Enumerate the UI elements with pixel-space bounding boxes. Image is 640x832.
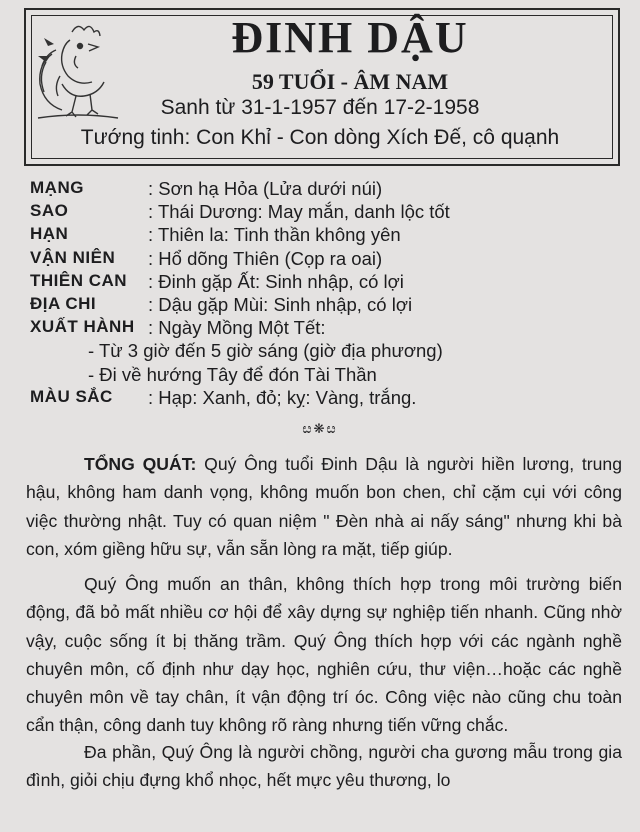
paragraph-overview bbox=[26, 450, 622, 563]
field-value: : Hổ dõng Thiên (Cọp ra oai) bbox=[148, 247, 383, 269]
field-mau-sac bbox=[30, 387, 630, 410]
field-label: VẬN NIÊN bbox=[30, 247, 116, 267]
career-text: Quý Ông muốn an thân, không thích hợp trong môi trường biến động, đã bỏ mất nhiều cơ hội để xây dựng sự nghiệp tiến nhanh. Cũng nhờ vậy, cuộc sống ít bị thăng trầm. Quý Ông thích hợp với các ngành nghề chuyên môn, cố định như dạy học, nghiên cứu, thư viện…hoặc các nghề chuyên môn về tay chân, ít vận động trí óc. Công việc nào cũng chu toàn cẩn thận, công danh tuy không rõ ràng nhưng tiến vững chắc. bbox=[26, 574, 622, 736]
birth-range: Sanh từ 31-1-1957 đến 17-2-1958 bbox=[160, 96, 480, 119]
field-han bbox=[30, 224, 630, 247]
field-value: : Sơn hạ Hỏa (Lửa dưới núi) bbox=[148, 178, 383, 199]
field-label: XUẤT HÀNH bbox=[30, 317, 135, 337]
paragraph-family bbox=[26, 738, 622, 795]
horoscope-fields bbox=[30, 178, 630, 410]
field-label: ĐỊA CHI bbox=[30, 293, 97, 313]
field-value: : Thiên la: Tinh thần không yên bbox=[148, 224, 401, 246]
page-title: ĐINH DẬU bbox=[231, 13, 469, 62]
field-label: MẠNG bbox=[30, 178, 84, 197]
field-value: : Dậu gặp Mùi: Sinh nhập, có lợi bbox=[148, 293, 413, 315]
field-xuat-hanh bbox=[30, 317, 630, 340]
overview-text: Quý Ông tuổi Đinh Dậu là người hiền lương, trung hậu, không ham danh vọng, không muốn bon chen, chỉ cặm cụi với công việc thường nhật. Tuy có quan niệm " Đèn nhà ai nấy sáng" nhưng khi bà con, xóm giềng hữu sự, vẫn sẵn lòng ra mặt, tiếp giúp. bbox=[26, 454, 622, 559]
field-thien-can bbox=[30, 271, 630, 294]
travel-note bbox=[30, 364, 630, 387]
field-value: : Ngày Mồng Một Tết: bbox=[148, 317, 326, 339]
guardian-star: Tướng tinh: Con Khỉ - Con dòng Xích Đế, cô quạnh bbox=[80, 126, 560, 149]
field-value: : Đinh gặp Ất: Sinh nhập, có lợi bbox=[148, 270, 404, 292]
field-value: : Thái Dương: May mắn, danh lộc tốt bbox=[148, 201, 450, 223]
travel-note-text: - Đi về hướng Tây để đón Tài Thần bbox=[88, 363, 377, 385]
field-dia-chi bbox=[30, 294, 630, 317]
travel-note bbox=[30, 340, 630, 363]
field-label: THIÊN CAN bbox=[30, 270, 128, 290]
field-mang bbox=[30, 178, 630, 201]
ornament-divider: ೞ❋ೞ bbox=[302, 420, 338, 436]
family-text: Đa phần, Quý Ông là người chồng, người cha gương mẫu trong gia đình, giỏi chịu đựng khổ nhọc, hết mực yêu thương, lo bbox=[26, 742, 622, 791]
field-sao bbox=[30, 201, 630, 224]
field-van-nien bbox=[30, 248, 630, 271]
age-subtitle: 59 TUỔI - ÂM NAM bbox=[251, 69, 449, 94]
overview-heading: TỔNG QUÁT: bbox=[84, 454, 197, 474]
field-label: MÀU SẮC bbox=[30, 386, 113, 406]
travel-note-text: - Từ 3 giờ đến 5 giờ sáng (giờ địa phương) bbox=[88, 340, 443, 362]
field-value: : Hạp: Xanh, đỏ; kỵ: Vàng, trắng. bbox=[148, 386, 417, 408]
field-label: HẠN bbox=[30, 224, 69, 244]
field-label: SAO bbox=[30, 201, 69, 221]
paragraph-career bbox=[26, 570, 622, 740]
